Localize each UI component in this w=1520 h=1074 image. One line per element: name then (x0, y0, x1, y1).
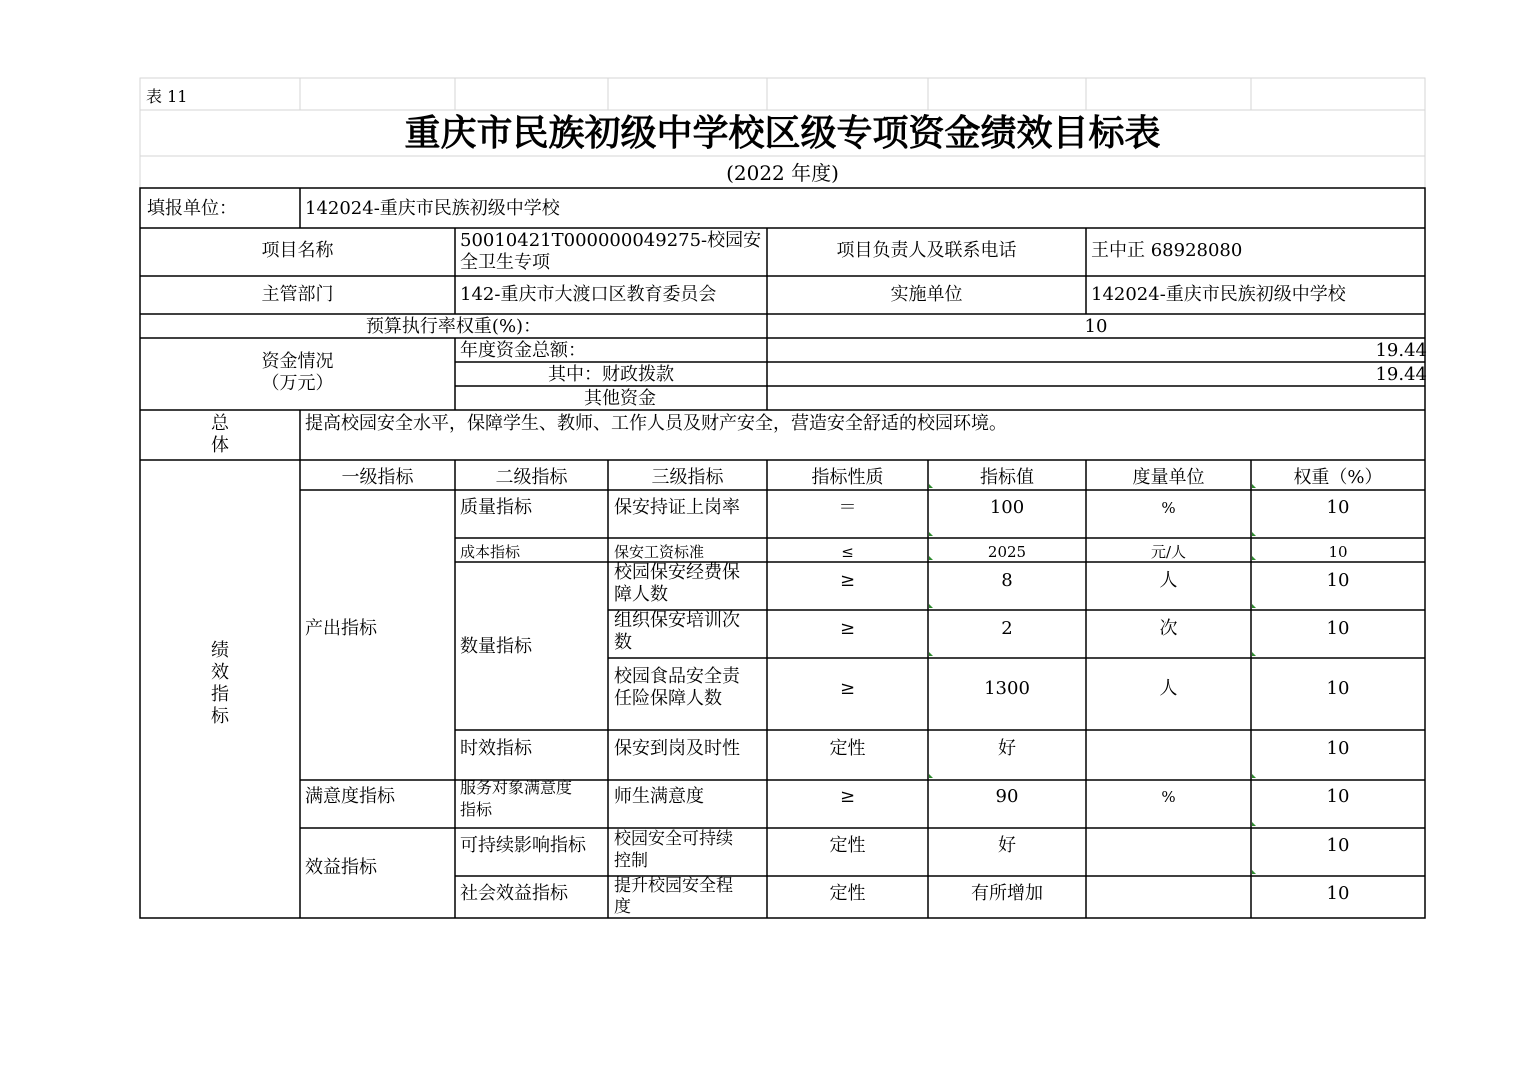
row-unit: 人 (1159, 678, 1178, 699)
row-nature: 定性 (829, 883, 866, 904)
row-level3: 提升校园安全程 度 (614, 876, 733, 917)
row-value: 好 (998, 738, 1016, 759)
row-weight: 10 (1326, 618, 1350, 639)
cell-marker-icon (1252, 604, 1256, 608)
row-level3: 保安到岗及时性 (614, 738, 740, 759)
perf-indicator-label: 绩 效 指 标 (211, 640, 229, 727)
row-weight: 10 (1328, 543, 1348, 561)
level2-sustain: 可持续影响指标 (460, 835, 586, 856)
fund-total-value: 19.44 (1375, 340, 1427, 361)
budget-rate-value: 10 (1084, 316, 1108, 337)
level2-timeliness: 时效指标 (460, 738, 532, 759)
project-name-value: 50010421T000000049275-校园安 全卫生专项 (460, 230, 762, 273)
project-name-label: 项目名称 (261, 240, 334, 261)
row-weight: 10 (1326, 497, 1350, 518)
row-nature: 定性 (829, 835, 866, 856)
level2-cost: 成本指标 (460, 543, 521, 561)
overall-label: 总 体 (211, 413, 229, 456)
cell-marker-icon (1252, 556, 1256, 560)
row-level3: 师生满意度 (614, 786, 704, 807)
dept-value: 142-重庆市大渡口区教育委员会 (460, 284, 717, 305)
row-value: 1300 (984, 678, 1030, 699)
header-level3: 三级指标 (651, 467, 724, 488)
page-title: 重庆市民族初级中学校区级专项资金绩效目标表 (404, 113, 1161, 154)
fund-label: 资金情况 （万元） (261, 351, 334, 394)
impl-label: 实施单位 (890, 284, 963, 305)
row-unit (1086, 738, 1251, 760)
row-unit: 人 (1159, 570, 1178, 591)
cell-marker-icon (1252, 822, 1256, 826)
row-unit: 次 (1159, 618, 1178, 639)
cell-marker-icon (929, 604, 933, 608)
row-weight: 10 (1326, 835, 1350, 856)
row-level3: 保安持证上岗率 (614, 497, 740, 518)
level2-quality: 质量指标 (460, 497, 532, 518)
row-unit (1086, 883, 1251, 905)
row-weight: 10 (1326, 883, 1350, 904)
unit-label: 填报单位： (147, 198, 237, 219)
cell-marker-icon (1252, 532, 1256, 536)
row-value: 2 (1001, 618, 1013, 639)
unit-value: 142024-重庆市民族初级中学校 (305, 198, 560, 219)
header-weight: 权重（%） (1293, 467, 1383, 488)
row-level3: 保安工资标准 (614, 543, 705, 561)
header-value: 指标值 (980, 467, 1034, 488)
row-weight: 10 (1326, 570, 1350, 591)
row-weight: 10 (1326, 678, 1350, 699)
row-value: 90 (995, 786, 1019, 807)
page-subtitle: (2022 年度) (726, 161, 839, 185)
row-level3: 校园食品安全责 任险保障人数 (614, 666, 740, 709)
overall-objective: 提高校园安全水平，保障学生、教师、工作人员及财产安全，营造安全舒适的校园环境。 (305, 413, 1007, 434)
fund-fiscal-value: 19.44 (1375, 364, 1427, 385)
leader-label: 项目负责人及联系电话 (836, 240, 1017, 261)
cell-marker-icon (929, 556, 933, 560)
row-nature: ≥ (839, 678, 856, 699)
row-nature: 定性 (829, 738, 866, 759)
level1-benefit: 效益指标 (305, 857, 377, 878)
cell-marker-icon (1252, 870, 1256, 874)
row-nature: ≥ (839, 786, 856, 807)
row-nature: ≥ (839, 570, 856, 591)
row-unit: % (1161, 788, 1176, 806)
fund-fiscal-label: 其中：财政拨款 (548, 364, 674, 385)
header-level1: 一级指标 (341, 467, 414, 488)
budget-rate-label: 预算执行率权重(%)： (365, 316, 542, 337)
leader-value: 王中正 68928080 (1091, 240, 1243, 261)
row-value: 好 (998, 835, 1016, 856)
row-weight: 10 (1326, 786, 1350, 807)
fund-total-label: 年度资金总额： (460, 340, 586, 361)
impl-value: 142024-重庆市民族初级中学校 (1091, 284, 1346, 305)
row-weight: 10 (1326, 738, 1350, 759)
cell-marker-icon (929, 774, 933, 778)
row-value: 有所增加 (971, 883, 1043, 904)
level1-output: 产出指标 (305, 618, 377, 639)
table-number: 表 11 (146, 87, 188, 106)
row-unit: % (1161, 499, 1176, 517)
level2-service: 服务对象满意度 指标 (460, 778, 573, 819)
row-level3: 校园安全可持续 控制 (614, 829, 733, 871)
fund-other-label: 其他资金 (584, 388, 656, 409)
cell-marker-icon (1252, 652, 1256, 656)
row-value: 2025 (987, 543, 1027, 561)
row-level3: 组织保安培训次 数 (614, 610, 740, 653)
cell-marker-icon (1252, 484, 1256, 488)
row-unit (1086, 835, 1251, 857)
cell-marker-icon (929, 532, 933, 536)
row-value: 100 (989, 497, 1025, 518)
row-nature: ＝ (838, 497, 857, 518)
cell-marker-icon (929, 652, 933, 656)
row-level3: 校园保安经费保 障人数 (614, 562, 740, 605)
row-value: 8 (1001, 570, 1013, 591)
row-nature: ≥ (839, 618, 856, 639)
header-unit: 度量单位 (1132, 467, 1205, 488)
dept-label: 主管部门 (261, 284, 334, 305)
header-nature: 指标性质 (811, 467, 884, 488)
row-unit: 元/人 (1150, 543, 1187, 561)
cell-marker-icon (929, 484, 933, 488)
level2-social: 社会效益指标 (460, 883, 568, 904)
cell-marker-icon (1252, 774, 1256, 778)
level1-satisfaction: 满意度指标 (305, 786, 395, 807)
header-level2: 二级指标 (495, 467, 568, 488)
row-nature: ≤ (841, 543, 854, 561)
level2-quantity: 数量指标 (460, 636, 532, 657)
fund-other-value (767, 388, 1427, 410)
